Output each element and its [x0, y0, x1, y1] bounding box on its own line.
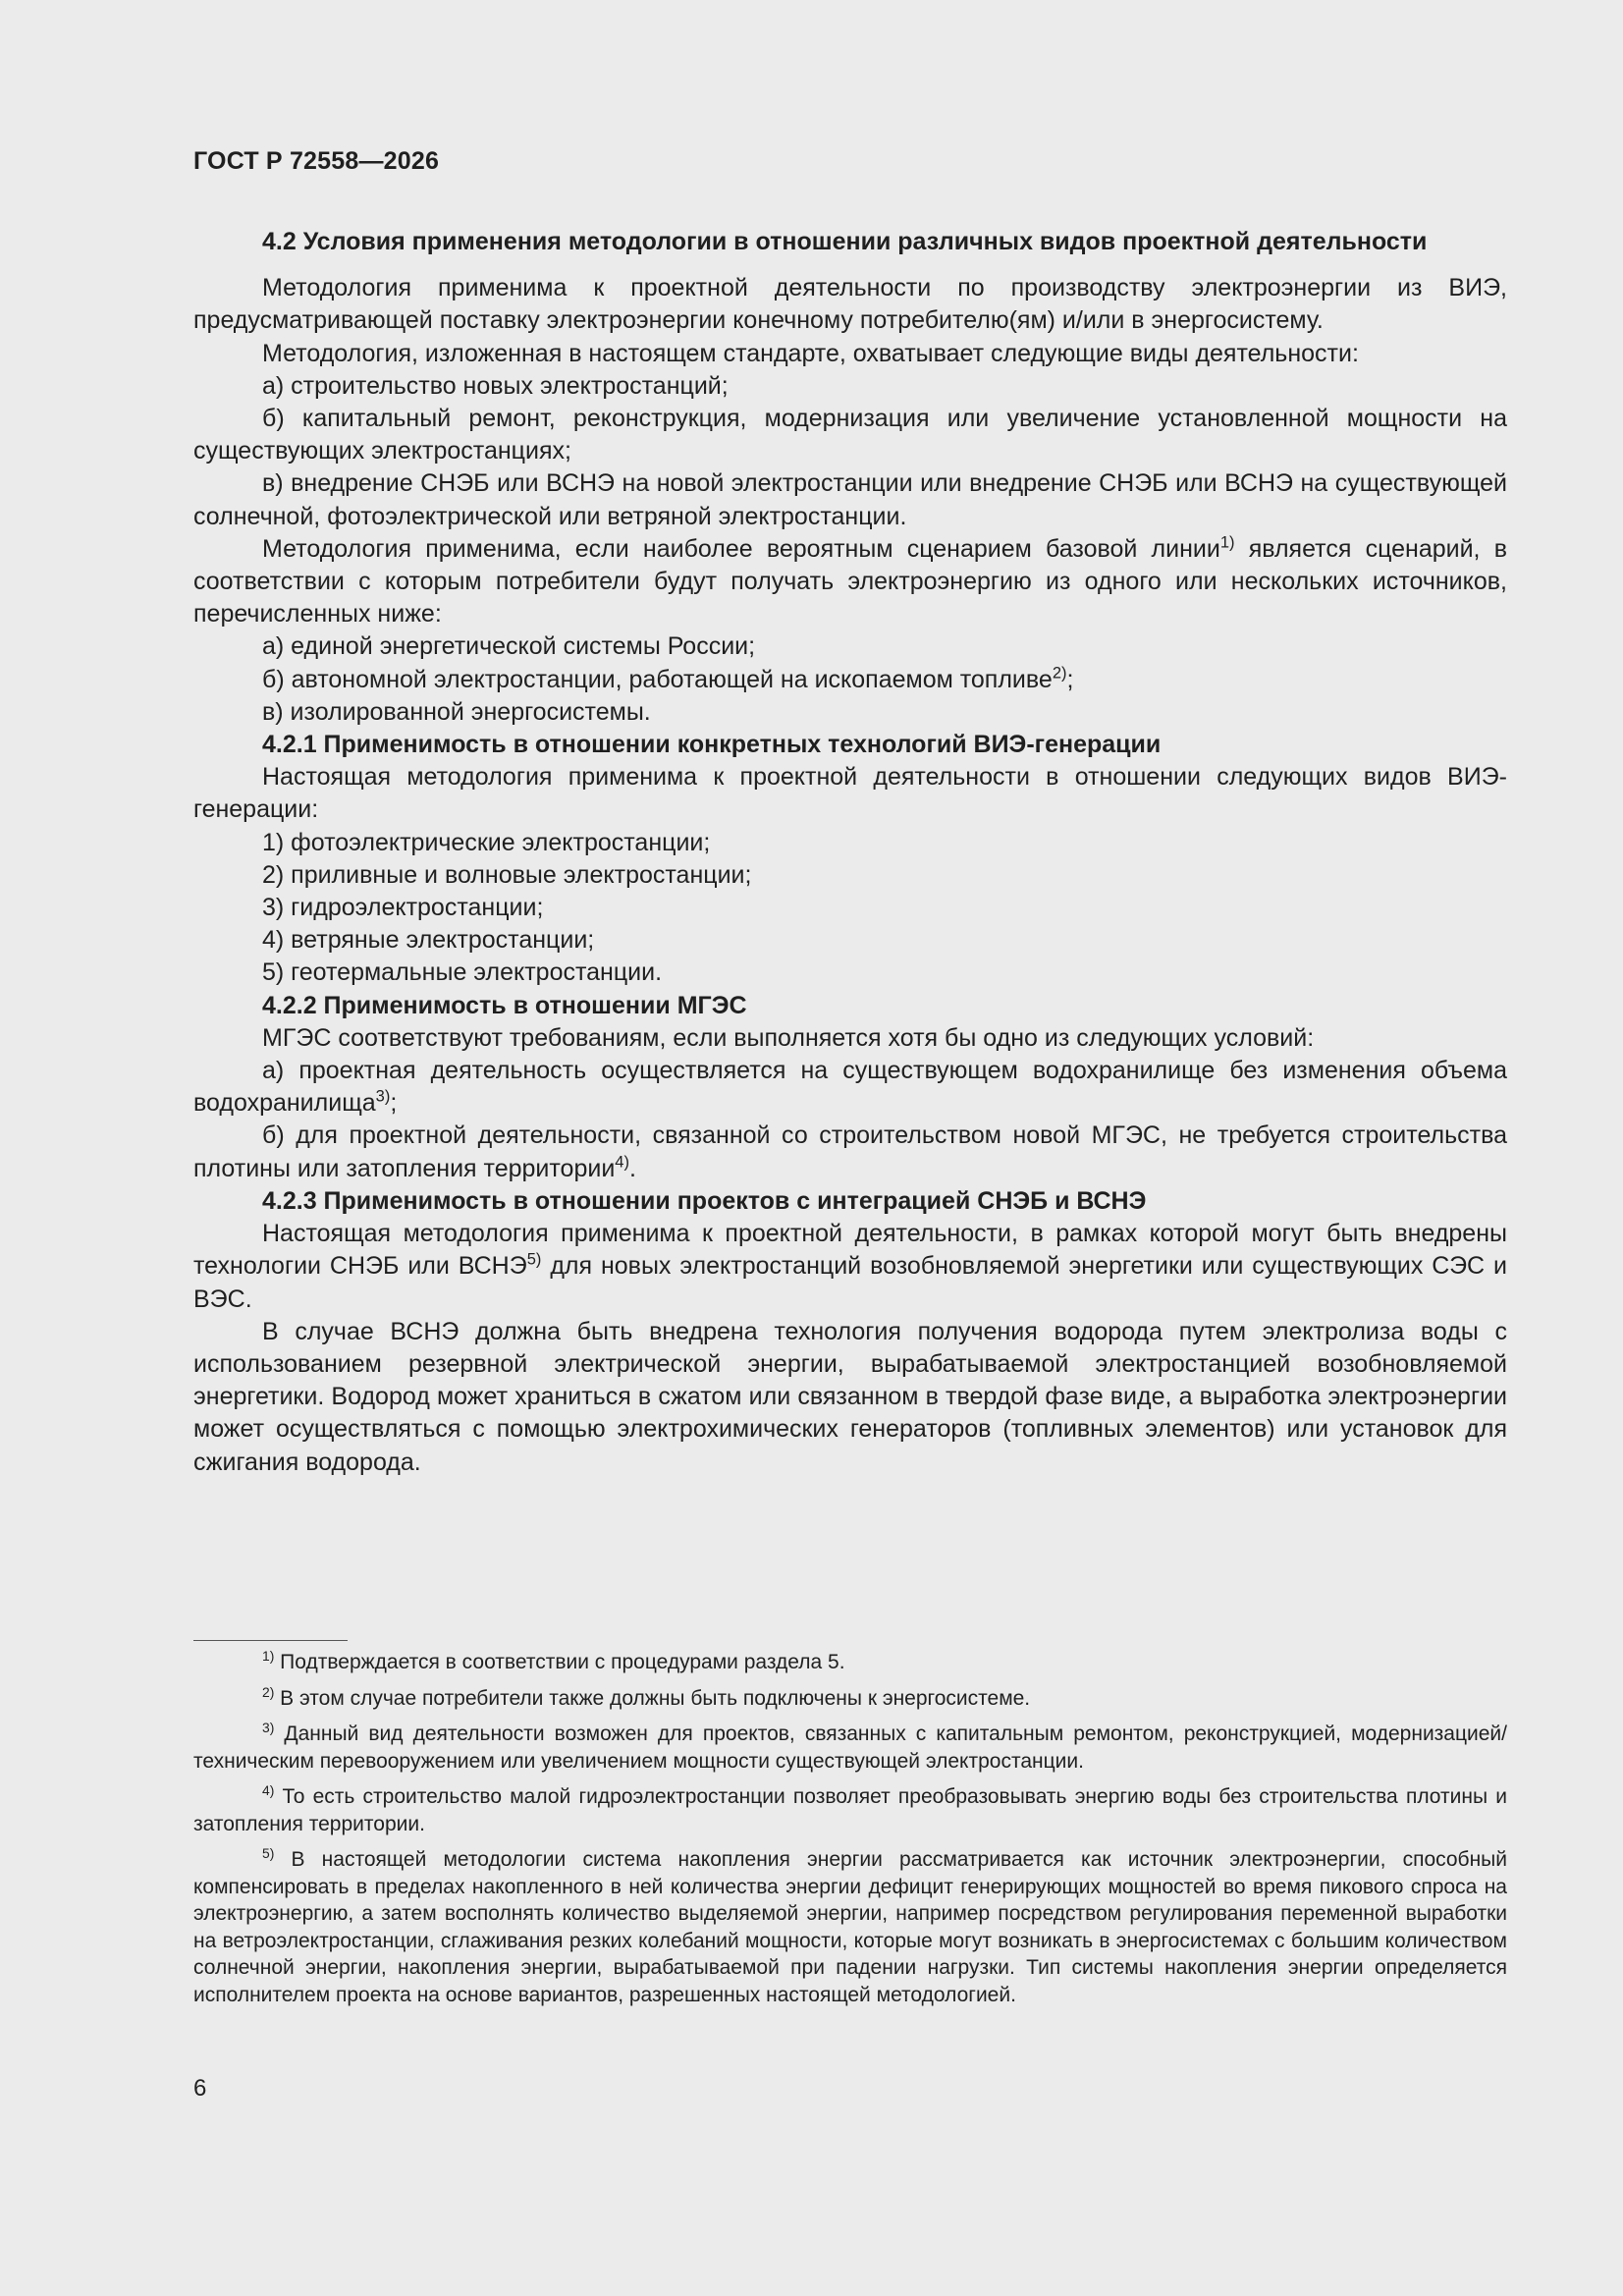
- footnote-mark: 1): [262, 1647, 275, 1664]
- footnote-text: Данный вид деятельности возможен для проектов, связанных с капитальным ремонтом, реконструкцией, модернизацией/техническим перевооружением или увеличением мощности существующей электростанции.: [193, 1722, 1507, 1773]
- footnote-text: Подтверждается в соответствии с процедурами раздела 5.: [274, 1651, 845, 1673]
- subsection-title: 4.2.3 Применимость в отношении проектов с интеграцией СНЭБ и ВСНЭ: [262, 1186, 1147, 1215]
- document-code-header: ГОСТ Р 72558—2026: [193, 147, 440, 175]
- paragraph: Настоящая методология применима к проектной деятельности в отношении следующих видов ВИЭ-генерации:: [193, 763, 1507, 824]
- list-item: 4) ветряные электростанции;: [262, 926, 595, 955]
- list-item: 1) фотоэлектрические электростанции;: [262, 828, 711, 856]
- list-item: 5) геотермальные электростанции.: [262, 958, 663, 987]
- list-item: 2) приливные и волновые электростанции;: [262, 860, 752, 889]
- paragraph: Методология, изложенная в настоящем стандарте, охватывает следующие виды деятельности:: [262, 339, 1359, 367]
- paragraph: [193, 1218, 1507, 1316]
- footnote-mark: 3): [262, 1719, 275, 1735]
- footnote: [193, 1649, 1507, 1676]
- footnote-separator: [193, 1640, 348, 1641]
- text-run: б) автономной электростанции, работающей на ископаемом топливе: [262, 665, 1053, 693]
- footnote-ref[interactable]: 4): [615, 1153, 629, 1172]
- text-run: б) для проектной деятельности, связанной со строительством новой МГЭС, не требуется строительства плотины или затопления территории: [193, 1121, 1507, 1182]
- footnote-mark: 2): [262, 1683, 275, 1700]
- text-run: ;: [1066, 665, 1074, 693]
- paragraph: Методология применима к проектной деятельности по производству электроэнергии из ВИЭ, предусматривающей поставку электроэнергии конечному потребителю(ям) и/или в энергосистему.: [193, 274, 1507, 335]
- list-item: а) строительство новых электростанций;: [262, 371, 729, 400]
- footnote-ref[interactable]: 5): [526, 1250, 542, 1269]
- footnote: [193, 1685, 1507, 1713]
- text-run: является сценарий, в соответствии с которым потребители будут получать электроэнергию из одного или нескольких источников, перечисленных ниже:: [193, 534, 1507, 629]
- section-title: 4.2 Условия применения методологии в отношении различных видов проектной деятельности: [262, 228, 1428, 255]
- footnote: [193, 1783, 1507, 1837]
- list-item: [193, 1055, 1507, 1120]
- list-item: б) капитальный ремонт, реконструкция, модернизация или увеличение установленной мощности на существующих электростанциях;: [193, 405, 1507, 465]
- text-run: Настоящая методология применима к проектной деятельности, в рамках которой могут быть внедрены технологии СНЭБ или ВСНЭ: [193, 1220, 1507, 1281]
- text-run: для новых электростанций возобновляемой энергетики или существующих СЭС и ВЭС.: [193, 1252, 1507, 1313]
- footnotes: [193, 1649, 1507, 2017]
- list-item: в) изолированной энергосистемы.: [262, 697, 651, 726]
- footnote-ref[interactable]: 1): [1219, 533, 1235, 552]
- footnote: [193, 1721, 1507, 1775]
- list-item: а) единой энергетической системы России;: [262, 632, 756, 661]
- subsection-title: 4.2.2 Применимость в отношении МГЭС: [262, 991, 747, 1019]
- footnote: [193, 1846, 1507, 2008]
- list-item: 3) гидроэлектростанции;: [262, 894, 544, 922]
- footnote-mark: 4): [262, 1781, 275, 1798]
- subsection-title: 4.2.1 Применимость в отношении конкретных технологий ВИЭ-генерации: [262, 731, 1162, 759]
- text-run: Методология применима, если наиболее вероятным сценарием базовой линии: [262, 534, 1220, 563]
- text-run: .: [628, 1154, 636, 1182]
- paragraph: [193, 533, 1507, 631]
- footnote-text: То есть строительство малой гидроэлектростанции позволяет преобразовывать энергию воды без строительства плотины и затопления территории.: [193, 1785, 1507, 1835]
- list-item: [193, 664, 1507, 696]
- footnote-text: В этом случае потребители также должны быть подключены к энергосистеме.: [274, 1686, 1031, 1710]
- list-item: в) внедрение СНЭБ или ВСНЭ на новой электростанции или внедрение СНЭБ или ВСНЭ на существующей солнечной, фотоэлектрической или ветряной электростанции.: [193, 469, 1507, 530]
- footnote-ref[interactable]: 3): [375, 1087, 391, 1106]
- paragraph: МГЭС соответствуют требованиям, если выполняется хотя бы одно из следующих условий:: [262, 1023, 1315, 1052]
- text-run: а) проектная деятельность осуществляется на существующем водохранилище без изменения объема водохранилища: [193, 1057, 1507, 1118]
- list-item: [193, 1120, 1507, 1184]
- page-number: 6: [193, 2075, 207, 2102]
- footnote-ref[interactable]: 2): [1052, 664, 1067, 683]
- paragraph: В случае ВСНЭ должна быть внедрена технология получения водорода путем электролиза воды с использованием резервной электрической энергии, вырабатываемой электростанцией возобновляемой энергетики. Водород может храниться в сжатом или связанном в твердой фазе виде, а выработка электроэнергии может осуществляться с помощью электрохимических генераторов (топливных элементов) или установок для сжигания водорода.: [193, 1317, 1507, 1476]
- footnote-mark: 5): [262, 1844, 275, 1861]
- footnote-text: В настоящей методологии система накопления энергии рассматривается как источник электроэнергии, способный компенсировать в пределах накопленного в ней количества энергии дефицит генерирующих мощностей во время пикового спроса на электроэнергию, а затем восполнять количество выделяемой энергии, например посредством регулирования переменной выработки на ветроэлектростанции, сглаживания резких колебаний мощности, которые могут возникать в энергосистемах с большим количеством солнечной энергии, накопления энергии, вырабатываемой при падении нагрузки. Тип системы накопления энергии определяется исполнителем проекта на основе вариантов, разрешенных настоящей методологией.: [193, 1848, 1507, 2006]
- text-run: ;: [390, 1089, 398, 1118]
- main-text: [193, 226, 1507, 1479]
